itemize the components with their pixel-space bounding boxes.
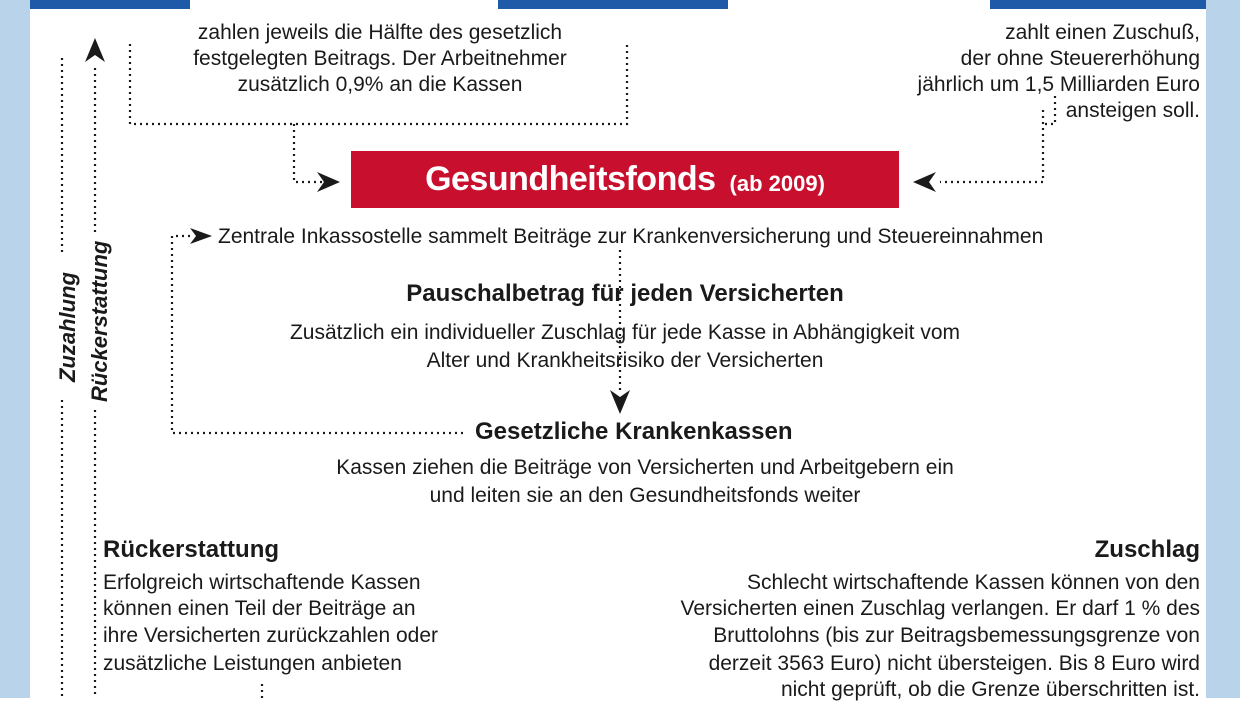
zuschlag-line-5: nicht geprüft, ob die Grenze überschritten ist. bbox=[780, 678, 1200, 701]
zuschlag-line-2: Versicherten einen Zuschlag verlangen. Er darf 1 % des bbox=[680, 597, 1200, 620]
arrowhead-down-kassen bbox=[610, 390, 630, 414]
arrowhead-into-fonds-right bbox=[913, 172, 936, 192]
zuzahlung-label: Zuzahlung bbox=[55, 256, 81, 398]
zuschlag-line-4: derzeit 3563 Euro) nicht übersteigen. Bis 8 Euro wird bbox=[708, 652, 1200, 675]
pauschal-line-2: Alter und Krankheitsrisiko der Versicherten bbox=[426, 349, 824, 372]
fonds-title: Gesundheitsfonds bbox=[425, 160, 716, 198]
pauschal-line-1: Zusätzlich ein individueller Zuschlag für jede Kasse in Abhängigkeit vom bbox=[289, 321, 961, 344]
fonds-subtitle: (ab 2009) bbox=[729, 170, 825, 196]
top-right-line-1: zahlt einen Zuschuß, bbox=[1005, 21, 1200, 44]
pauschal-heading: Pauschalbetrag für jeden Versicherten bbox=[406, 280, 844, 307]
zuschlag-heading: Zuschlag bbox=[1094, 536, 1200, 563]
top-right-line-3: jährlich um 1,5 Milliarden Euro bbox=[917, 73, 1200, 96]
top-right-line-4: ansteigen soll. bbox=[1065, 99, 1200, 122]
top-left-line-3: zusätzlich 0,9% an die Kassen bbox=[237, 73, 523, 96]
zuschlag-line-1: Schlecht wirtschaftende Kassen können von den bbox=[747, 571, 1200, 594]
kassen-line-2: und leiten sie an den Gesundheitsfonds weiter bbox=[429, 484, 861, 507]
kassen-heading: Gesetzliche Krankenkassen bbox=[475, 418, 793, 445]
rueck-line-4: zusätzliche Leistungen anbieten bbox=[103, 652, 402, 675]
top-right-line-2: der ohne Steuererhöhung bbox=[960, 47, 1200, 70]
rueckerstattung-heading: Rückerstattung bbox=[103, 536, 280, 563]
kassen-line-1: Kassen ziehen die Beiträge von Versicherten und Arbeitgebern ein bbox=[336, 456, 954, 479]
arrowhead-up-left bbox=[85, 38, 105, 62]
top-left-line-2: festgelegten Beitrags. Der Arbeitnehmer bbox=[193, 47, 567, 70]
arrowhead-inkasso bbox=[190, 228, 212, 244]
rueck-line-3: ihre Versicherten zurückzahlen oder bbox=[103, 624, 439, 647]
rueck-line-2: können einen Teil der Beiträge an bbox=[103, 597, 416, 620]
gesundheitsfonds-box bbox=[351, 151, 899, 208]
top-left-line-1: zahlen jeweils die Hälfte des gesetzlich bbox=[197, 21, 563, 44]
rueck-line-1: Erfolgreich wirtschaftende Kassen bbox=[103, 571, 421, 594]
zuschlag-line-3: Bruttolohns (bis zur Beitragsbemessungsgrenze von bbox=[713, 624, 1200, 647]
inkasso-text: Zentrale Inkassostelle sammelt Beiträge zur Krankenversicherung und Steuereinnahmen bbox=[218, 225, 1044, 248]
rueckerstattung-side-label: Rückerstattung bbox=[87, 236, 113, 408]
